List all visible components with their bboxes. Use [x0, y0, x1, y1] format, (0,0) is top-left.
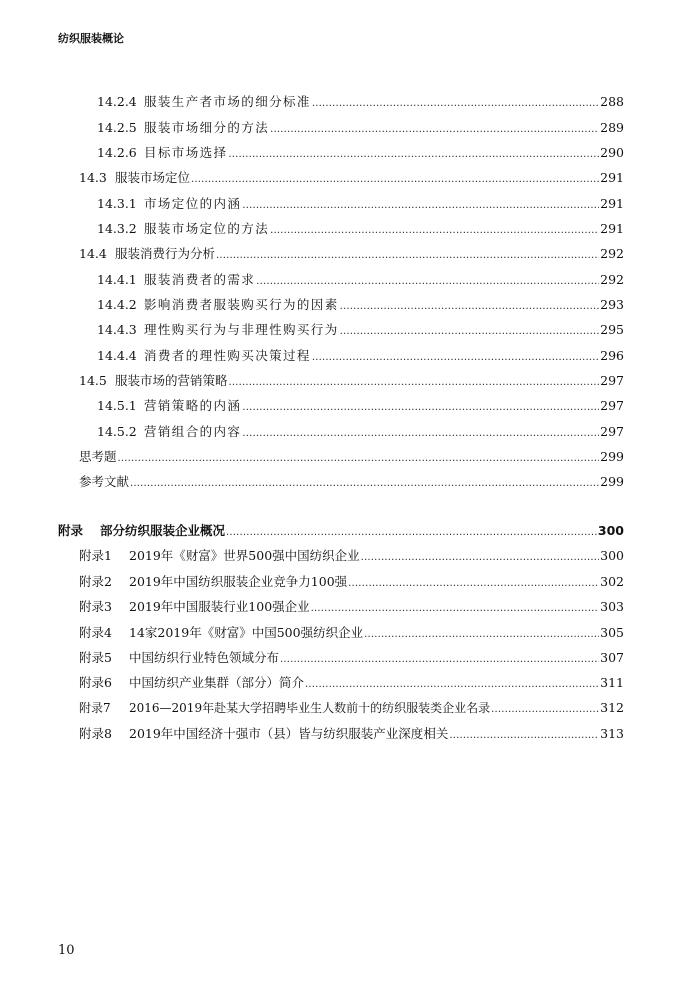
running-header: 纺织服装概论 [58, 32, 124, 45]
appendix-entry-number: 附录6 [79, 675, 112, 690]
toc-entry[interactable] [0, 320, 699, 340]
toc-entry-page: 299 [600, 474, 624, 489]
toc-entry-page: 290 [600, 145, 624, 160]
appendix-entry-number: 附录3 [79, 599, 112, 614]
toc-entry[interactable] [0, 472, 699, 492]
dot-leader [118, 453, 600, 464]
toc-entry-title: 服装市场定位 [115, 170, 191, 185]
toc-entry[interactable] [0, 244, 699, 264]
dot-leader [340, 301, 600, 312]
toc-entry[interactable] [0, 396, 699, 416]
toc-entry[interactable] [0, 168, 699, 188]
toc-entry-title: 服装消费者的需求 [144, 272, 256, 287]
dot-leader [130, 478, 599, 489]
dot-leader [348, 578, 599, 589]
appendix-entry[interactable] [0, 623, 699, 643]
appendix-entry-title: 14家2019年《财富》中国500强纺织企业 [129, 625, 364, 640]
toc-entry-number: 14.2.4 [97, 94, 137, 109]
appendix-entry-title: 2019年中国服装行业100强企业 [129, 599, 310, 614]
appendix-entry-page: 305 [600, 625, 624, 640]
toc-entry-number: 14.4.3 [97, 322, 137, 337]
toc-entry-page: 297 [600, 373, 624, 388]
toc-entry-page: 297 [600, 398, 624, 413]
appendix-entry-page: 300 [600, 548, 624, 563]
dot-leader [242, 428, 599, 439]
toc-entry-number: 14.2.5 [97, 120, 137, 135]
appendix-heading-label: 附录 [58, 523, 84, 538]
toc-entry-title: 营销策略的内涵 [144, 398, 242, 413]
toc-entry-title: 服装市场细分的方法 [144, 120, 270, 135]
dot-leader [312, 98, 599, 109]
appendix-entry[interactable] [0, 546, 699, 566]
toc-entry[interactable] [0, 295, 699, 315]
dot-leader [242, 402, 599, 413]
appendix-entry[interactable] [0, 597, 699, 617]
dot-leader [340, 326, 600, 337]
toc-entry-number: 14.5 [79, 373, 107, 388]
toc-entry-number: 14.3.2 [97, 221, 137, 236]
toc-entry-page: 297 [600, 424, 624, 439]
dot-leader [228, 149, 599, 160]
dot-leader [226, 527, 597, 538]
appendix-entry-number: 附录5 [79, 650, 112, 665]
toc-entry-title: 服装市场的营销策略 [115, 373, 228, 388]
toc-entry[interactable] [0, 422, 699, 442]
toc-entry-page: 291 [600, 196, 624, 211]
appendix-entry-title: 中国纺织行业特色领域分布 [129, 650, 280, 665]
toc-entry-page: 288 [600, 94, 624, 109]
dot-leader [449, 730, 599, 741]
page-number: 10 [58, 943, 75, 958]
appendix-heading-page: 300 [597, 523, 624, 538]
toc-entry-number: 14.3.1 [97, 196, 137, 211]
toc-entry-title: 思考题 [79, 449, 117, 464]
toc-entry-title: 目标市场选择 [144, 145, 228, 160]
appendix-entry-page: 313 [600, 726, 624, 741]
dot-leader [280, 654, 599, 665]
toc-entry-number: 14.2.6 [97, 145, 137, 160]
toc-entry-page: 291 [600, 170, 624, 185]
toc-entry-page: 295 [600, 322, 624, 337]
toc-entry-page: 299 [600, 449, 624, 464]
toc-entry-number: 14.4.1 [97, 272, 137, 287]
toc-entry[interactable] [0, 447, 699, 467]
toc-entry-page: 296 [600, 348, 624, 363]
dot-leader [361, 552, 599, 563]
toc-entry-title: 影响消费者服装购买行为的因素 [144, 297, 339, 312]
appendix-entry[interactable] [0, 648, 699, 668]
toc-entry[interactable] [0, 194, 699, 214]
toc-entry[interactable] [0, 143, 699, 163]
toc-entry-page: 289 [600, 120, 624, 135]
dot-leader [491, 704, 599, 715]
toc-entry-title: 营销组合的内容 [144, 424, 242, 439]
toc-entry-title: 消费者的理性购买决策过程 [144, 348, 311, 363]
toc-entry-page: 292 [600, 272, 624, 287]
toc-entry[interactable] [0, 371, 699, 391]
appendix-entry-number: 附录1 [79, 548, 112, 563]
toc-entry-page: 292 [600, 246, 624, 261]
toc-entry-page: 293 [600, 297, 624, 312]
appendix-entry-title: 中国纺织产业集群（部分）简介 [129, 675, 305, 690]
toc-entry-title: 服装市场定位的方法 [144, 221, 270, 236]
dot-leader [312, 352, 599, 363]
toc-entry[interactable] [0, 219, 699, 239]
toc-entry-number: 14.5.1 [97, 398, 137, 413]
dot-leader [305, 679, 599, 690]
toc-entry-title: 服装消费行为分析 [115, 246, 216, 261]
appendix-heading-title: 部分纺织服装企业概况 [100, 523, 226, 538]
dot-leader [229, 377, 600, 388]
dot-leader [364, 629, 599, 640]
appendix-entry-number: 附录4 [79, 625, 112, 640]
toc-entry-title: 服装生产者市场的细分标准 [144, 94, 311, 109]
toc-entry[interactable] [0, 92, 699, 112]
toc-entry-title: 理性购买行为与非理性购买行为 [144, 322, 339, 337]
toc-entry-number: 14.4.2 [97, 297, 137, 312]
appendix-entry-number: 附录8 [79, 726, 112, 741]
appendix-entry-title: 2019年《财富》世界500强中国纺织企业 [129, 548, 360, 563]
appendix-entry-number: 附录2 [79, 574, 112, 589]
appendix-heading[interactable] [0, 521, 699, 541]
appendix-entry[interactable] [0, 673, 699, 693]
dot-leader [242, 200, 599, 211]
appendix-entry-page: 311 [600, 675, 624, 690]
appendix-entry-title: 2019年中国纺织服装企业竞争力100强 [129, 574, 348, 589]
appendix-entry-page: 303 [600, 599, 624, 614]
appendix-entry-title: 2019年中国经济十强市（县）皆与纺织服装产业深度相关 [129, 726, 449, 741]
appendix-entry-number: 附录7 [79, 701, 111, 715]
toc-entry[interactable] [0, 346, 699, 366]
toc-entry[interactable] [0, 270, 699, 290]
toc-entry-number: 14.3 [79, 170, 107, 185]
appendix-entry-page: 307 [600, 650, 624, 665]
dot-leader [270, 124, 599, 135]
dot-leader [256, 276, 599, 287]
toc-entry-title: 市场定位的内涵 [144, 196, 242, 211]
toc-entry[interactable] [0, 118, 699, 138]
toc-entry-title: 参考文献 [79, 474, 130, 489]
dot-leader [311, 603, 599, 614]
appendix-entry-page: 302 [600, 574, 624, 589]
appendix-entry[interactable] [0, 724, 699, 744]
appendix-entry-page: 312 [600, 700, 624, 715]
dot-leader [191, 174, 599, 185]
appendix-entry[interactable] [0, 572, 699, 592]
appendix-entry[interactable] [0, 699, 699, 719]
toc-entry-page: 291 [600, 221, 624, 236]
dot-leader [216, 250, 599, 261]
toc-entry-number: 14.4 [79, 246, 107, 261]
dot-leader [270, 225, 599, 236]
toc-entry-number: 14.5.2 [97, 424, 137, 439]
toc-entry-number: 14.4.4 [97, 348, 137, 363]
appendix-entry-title: 2016—2019年赴某大学招聘毕业生人数前十的纺织服装类企业名录 [129, 701, 491, 715]
